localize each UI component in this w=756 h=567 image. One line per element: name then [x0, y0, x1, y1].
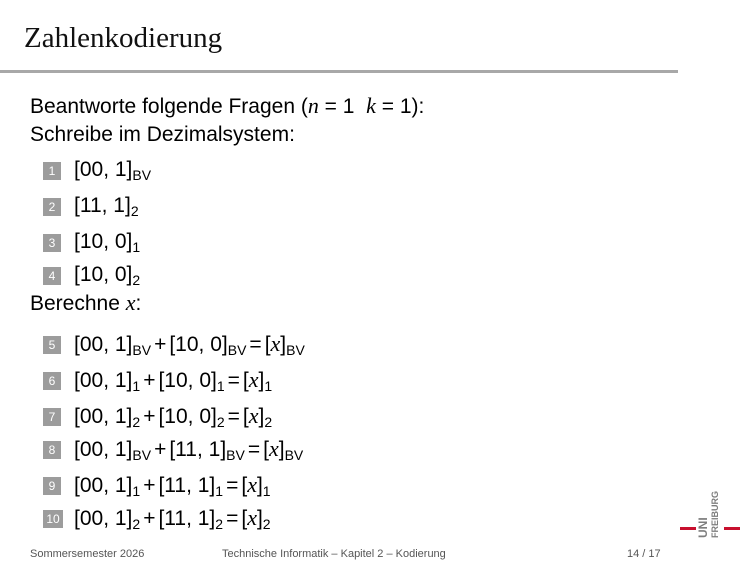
item-number-badge: 6 — [43, 372, 61, 390]
operand-a: [00, 1] — [74, 438, 133, 461]
operand-a: [00, 1] — [74, 474, 133, 497]
heading-prefix: Berechne — [30, 292, 126, 315]
n-equals: = 1 — [318, 95, 367, 118]
logo-accent-bar-left — [680, 527, 696, 530]
operand-a: [00, 1] — [74, 333, 133, 356]
n-variable: n — [307, 93, 319, 118]
item-number-badge: 1 — [43, 162, 61, 180]
operand-b-base: BV — [226, 447, 245, 463]
result-base: 1 — [264, 378, 273, 394]
result-base: 1 — [262, 483, 271, 499]
exercise-item — [43, 263, 140, 288]
logo-text-freiburg: FREIBURG — [710, 491, 720, 538]
result-close-bracket: ] — [280, 333, 287, 356]
operand-a-base: 1 — [132, 483, 141, 499]
item-expression — [74, 158, 151, 183]
operand-a: [11, 1] — [74, 194, 131, 217]
result-close-bracket: ] — [258, 405, 265, 428]
plus-operator: + — [154, 438, 167, 461]
result-close-bracket: ] — [256, 474, 263, 497]
exercise-item — [43, 194, 139, 219]
plus-operator: + — [154, 333, 167, 356]
item-expression — [74, 436, 303, 463]
operand-a: [10, 0] — [74, 263, 133, 286]
intro-prefix: Beantworte folgende Fragen ( — [30, 95, 308, 118]
operand-b-base: 2 — [215, 516, 224, 532]
item-expression — [74, 331, 305, 358]
item-expression — [74, 472, 271, 499]
operand-a-base: BV — [132, 447, 152, 463]
logo-text-uni: UNI — [696, 517, 710, 538]
item-number-badge: 8 — [43, 441, 61, 459]
result-base: BV — [286, 342, 305, 358]
exercise-item — [43, 158, 151, 183]
result-close-bracket: ] — [278, 438, 285, 461]
exercise-item — [43, 403, 272, 430]
plus-operator: + — [143, 369, 156, 392]
result-open-bracket: [ — [264, 333, 271, 356]
operand-b-base: 1 — [216, 378, 225, 394]
equals-operator: = — [249, 333, 262, 356]
result-open-bracket: [ — [242, 405, 249, 428]
item-number-badge: 10 — [43, 510, 63, 528]
operand-b: [11, 1] — [158, 507, 216, 530]
operand-a-base: 2 — [132, 414, 141, 430]
result-open-bracket: [ — [263, 438, 269, 461]
intro-line-1 — [30, 92, 424, 121]
intro-text — [30, 92, 424, 149]
item-expression — [74, 505, 271, 532]
operand-a-base: 1 — [132, 378, 141, 394]
result-variable: x — [268, 436, 279, 461]
operand-a: [00, 1] — [74, 158, 133, 181]
footer-page-number: 14 / 17 — [627, 548, 661, 560]
heading-variable: x — [125, 290, 136, 315]
intro-line-2: Schreibe im Dezimalsystem: — [30, 123, 295, 146]
heading-suffix: : — [135, 292, 142, 315]
operand-b-base: BV — [227, 342, 247, 358]
footer-left: Sommersemester 2026 — [30, 548, 145, 560]
result-open-bracket: [ — [241, 474, 248, 497]
operand-a-base: BV — [132, 342, 152, 358]
result-variable: x — [270, 331, 281, 356]
k-variable: k — [366, 93, 376, 118]
operand-b: [10, 0] — [158, 405, 217, 428]
operand-a: [10, 0] — [74, 230, 133, 253]
item-number-badge: 7 — [43, 408, 61, 426]
result-base: 2 — [262, 516, 271, 532]
plus-operator: + — [143, 507, 156, 530]
operand-a: [00, 1] — [74, 405, 133, 428]
operand-b: [11, 1] — [158, 474, 216, 497]
operand-a: [00, 1] — [74, 507, 133, 530]
operand-a-base: 2 — [130, 203, 139, 219]
operand-a-base: BV — [132, 167, 152, 183]
operand-b-base: 2 — [216, 414, 225, 430]
operand-a-base: 1 — [132, 239, 141, 255]
exercise-item — [43, 367, 272, 394]
equals-operator: = — [227, 369, 240, 392]
item-number-badge: 9 — [43, 477, 61, 495]
item-expression — [74, 230, 140, 255]
item-number-badge: 4 — [43, 267, 61, 285]
exercise-item — [43, 472, 271, 499]
logo-accent-bar-right — [724, 527, 740, 530]
university-logo — [680, 478, 740, 538]
exercise-item — [43, 230, 140, 255]
item-number-badge: 5 — [43, 336, 61, 354]
footer-center: Technische Informatik – Kapitel 2 – Kodierung — [222, 548, 446, 560]
slide-title: Zahlenkodierung — [24, 22, 223, 54]
result-open-bracket: [ — [241, 507, 248, 530]
title-rule — [0, 70, 678, 73]
equals-operator: = — [226, 474, 239, 497]
equals-operator: = — [227, 405, 240, 428]
result-close-bracket: ] — [258, 369, 265, 392]
k-equals: = 1): — [375, 95, 425, 118]
result-variable: x — [248, 367, 259, 392]
result-close-bracket: ] — [256, 507, 263, 530]
item-number-badge: 2 — [43, 198, 61, 216]
result-variable: x — [247, 505, 257, 530]
result-base: 2 — [264, 414, 273, 430]
operand-b: [11, 1] — [169, 438, 227, 461]
operand-b-base: 1 — [215, 483, 224, 499]
operand-a: [00, 1] — [74, 369, 133, 392]
operand-a-base: 2 — [132, 272, 141, 288]
item-expression — [74, 403, 272, 430]
exercise-item — [43, 436, 303, 463]
operand-a-base: 2 — [132, 516, 141, 532]
item-number-badge: 3 — [43, 234, 61, 252]
operand-b: [10, 0] — [169, 333, 228, 356]
equals-operator: = — [247, 438, 261, 461]
exercise-item — [43, 505, 271, 532]
result-variable: x — [247, 472, 257, 497]
item-expression — [74, 263, 140, 288]
result-open-bracket: [ — [242, 369, 249, 392]
item-expression — [74, 194, 139, 219]
equals-operator: = — [226, 507, 239, 530]
result-variable: x — [248, 403, 259, 428]
result-base: BV — [284, 447, 304, 463]
section-heading-berechne — [30, 290, 141, 316]
plus-operator: + — [143, 405, 156, 428]
item-expression — [74, 367, 272, 394]
exercise-item — [43, 331, 305, 358]
plus-operator: + — [143, 474, 156, 497]
operand-b: [10, 0] — [158, 369, 217, 392]
